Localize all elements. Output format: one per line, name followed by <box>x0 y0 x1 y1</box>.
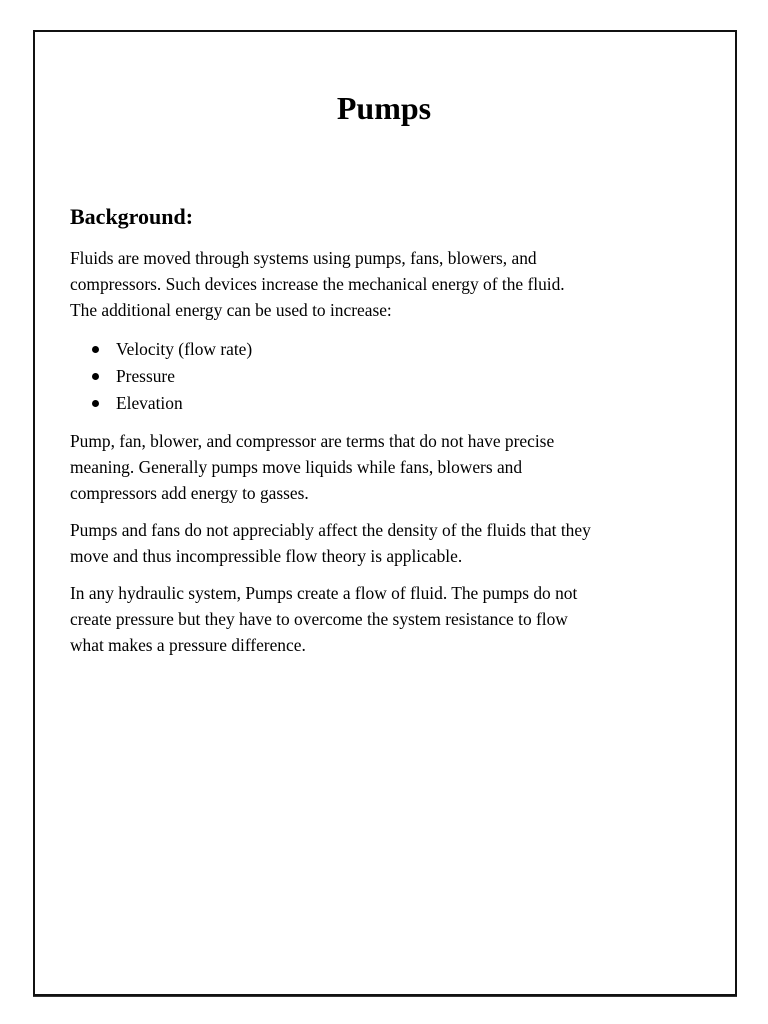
bullet-list <box>70 336 670 417</box>
page-title: Pumps <box>336 90 432 126</box>
paragraph-hydraulic: In any hydraulic system, Pumps create a flow of fluid. The pumps do not create pressure but they have to overcome the system resistance to flow what makes a pressure difference. <box>70 583 578 655</box>
page-border <box>33 30 737 996</box>
list-item-label: Pressure <box>116 366 175 386</box>
list-item <box>70 336 670 363</box>
list-item <box>70 363 670 390</box>
bullet-icon <box>92 400 99 407</box>
section-heading: Background: <box>70 204 194 229</box>
paragraph-terms: Pump, fan, blower, and compressor are terms that do not have precise meaning. Generally pumps move liquids while fans, blowers and compressors add energy to gasses. <box>70 431 555 503</box>
list-item-label: Velocity (flow rate) <box>116 339 253 359</box>
bullet-icon <box>92 373 99 380</box>
list-item <box>70 390 670 417</box>
paragraph-density: Pumps and fans do not appreciably affect the density of the fluids that they move and thus incompressible flow theory is applicable. <box>70 520 591 566</box>
paragraph-intro: Fluids are moved through systems using pumps, fans, blowers, and compressors. Such devices increase the mechanical energy of the fluid. The additional energy can be used to increase: <box>70 248 565 320</box>
list-item-label: Elevation <box>116 393 183 413</box>
page-border-bottom-line <box>33 996 737 997</box>
bullet-icon <box>92 346 99 353</box>
